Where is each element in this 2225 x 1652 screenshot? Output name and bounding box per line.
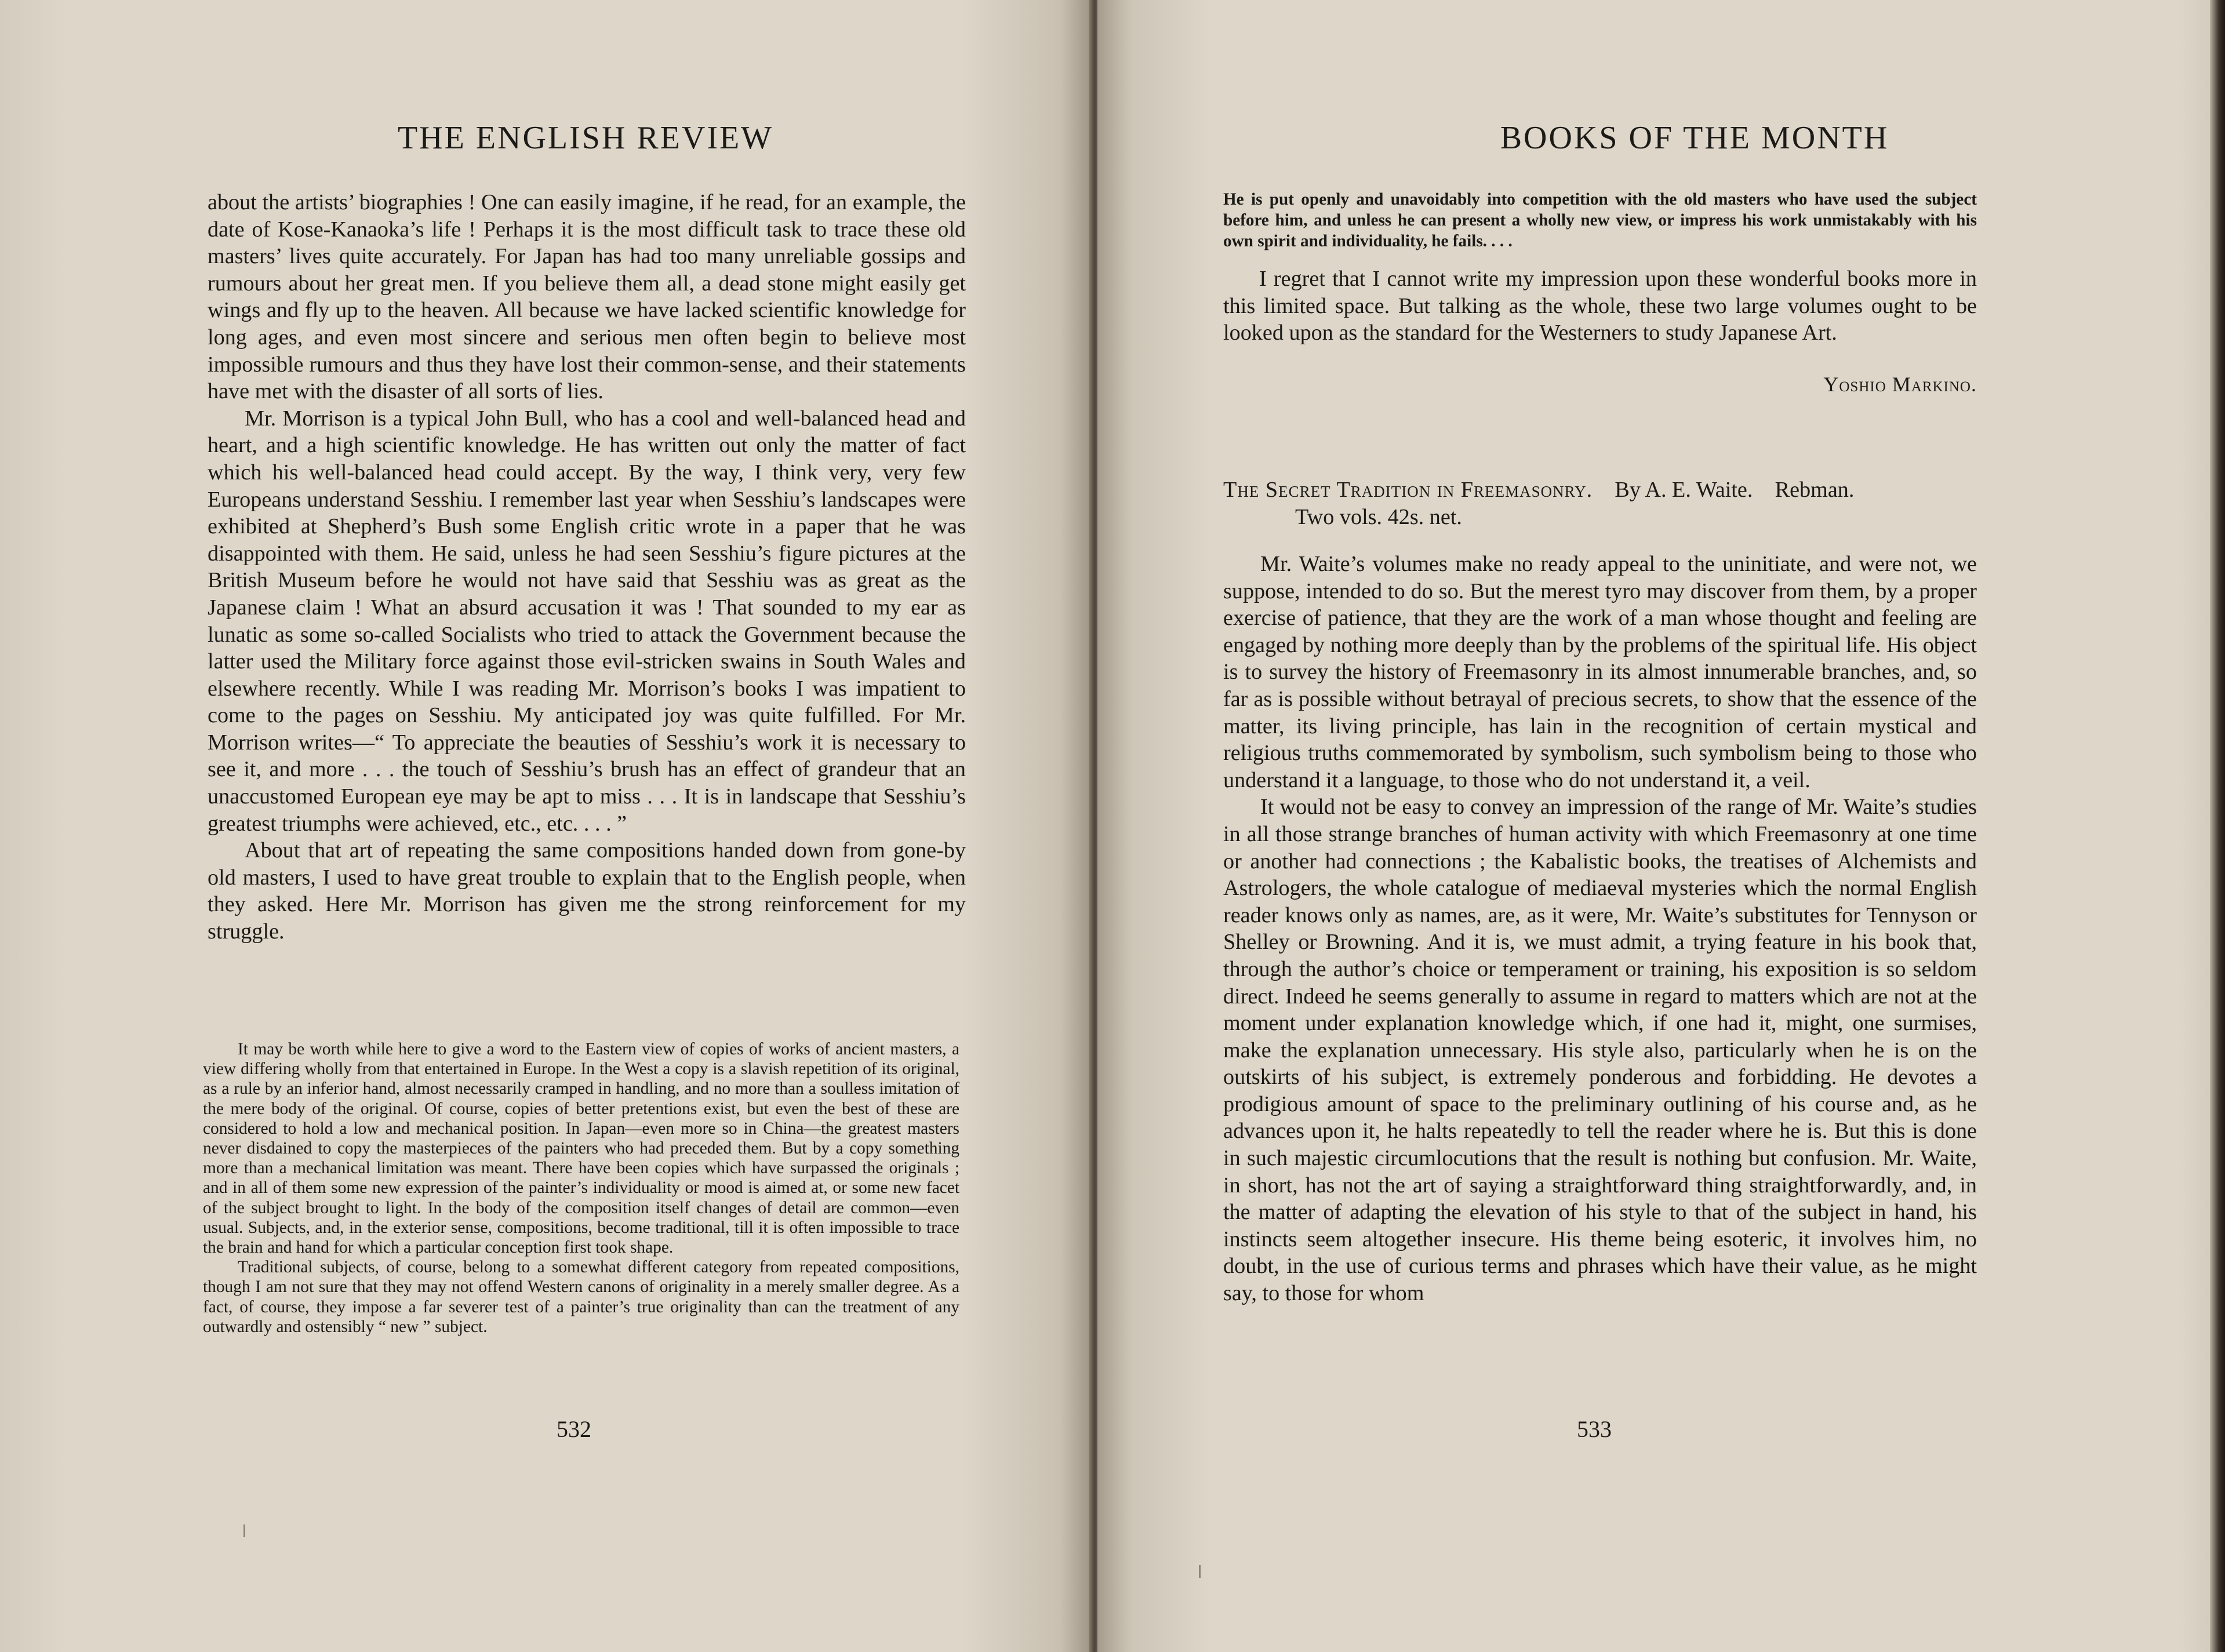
- closing-paragraph: [1223, 265, 1977, 347]
- right-paragraph: Mr. Waite’s volumes make no ready appeal to the uninitiate, and were not, we suppose, intended to do so. But the merest tyro may discover from them, by a proper exercise of patience, that they are the work of a man whose thought and feeling are engaged by nothing more deeply than by the problems of the spiritual life. His object is to survey the history of Freemasonry in its almost innumerable branches, and, so far as is possible without betrayal of precious secrets, to show that the essence of the matter, its living principle, has lain in the recognition of certain mystical and religious truths commemorated by symbolism, such symbolism being to those who understand it a language, to those who do not understand it, a veil.: [1223, 552, 1977, 792]
- page-edge: [2210, 0, 2225, 1652]
- page-number-right: 533: [1577, 1416, 1612, 1442]
- quoted-extract-paragraph: Traditional subjects, of course, belong to a somewhat different category from repeated compositions, though I am not sure that they may not offend Western canons of originality in a merely smaller degree. As a fact, of course, they impose a far severer test of a painter’s true originality than can the treatment of any outwardly and ostensibly “ new ” subject.: [203, 1258, 959, 1336]
- left-paragraph: about the artists’ biographies ! One can easily imagine, if he read, for an example, the date of Kose-Kanaoka’s life ! Perhaps it is the most difficult task to trace these old masters’ lives quite accurately. For Japan has had too many unreliable gossips and rumours about her great men. If you believe them all, a dead stone might easily get wings and fly up to the heaven. All because we have lacked scientific knowledge for long ages, and even most sincere and serious men often begin to believe most impossible rumours and thus they have lost their common-sense, and their statements have met with the disaster of all sorts of lies.: [208, 190, 966, 404]
- closing-paragraph-text: I regret that I cannot write my impression upon these wonderful books more in this limited space. But talking as the whole, these two large volumes ought to be looked upon as the standard for the Westerners to study Japanese Art.: [1223, 267, 1977, 345]
- page-number-left: 532: [557, 1416, 591, 1442]
- review-author: By A. E. Waite.: [1615, 478, 1753, 502]
- quoted-passage: [1223, 189, 1977, 252]
- left-paragraph: About that art of repeating the same compositions handed down from gone-by old masters, I used to have great trouble to explain that to the English people, when they asked. Here Mr. Morrison has given me the strong reinforcement for my struggle.: [208, 838, 966, 944]
- left-page: [0, 0, 1093, 1652]
- running-head-right: BOOKS OF THE MONTH: [1500, 120, 1889, 156]
- review-title: The Secret Tradition in Freemasonry.: [1223, 478, 1593, 502]
- author-signature: Yoshio Markino.: [1823, 373, 1977, 396]
- right-body-text: [1223, 551, 1977, 1307]
- left-body-text: [208, 189, 966, 945]
- left-paragraph: Mr. Morrison is a typical John Bull, who has a cool and well-balanced head and heart, and a high scientific knowledge. He has written out only the matter of fact which his well-balanced head could accept. By the way, I think very, very few Europeans understand Sesshiu. I remember last year when Sesshiu’s landscapes were exhibited at Shepherd’s Bush some English critic wrote in a paper that he was disappointed with them. He said, unless he had seen Sesshiu’s figure pictures at the British Museum before he would not have said that Sesshiu was as great as the Japanese claim ! What an absurd accusation it was ! That sounded to my ear as lunatic as some so-called Socialists who tried to attack the Government because the latter used the Military force against those evil-stricken swains in South Wales and elsewhere recently. While I was reading Mr. Morrison’s books I was impatient to come to the pages on Sesshiu. My anticipated joy was quite fulfilled. For Mr. Morrison writes—“ To appreciate the beauties of Sesshiu’s work it is necessary to see it, and more . . . the touch of Sesshiu’s brush has an effect of grandeur that an unaccustomed European eye may be apt to miss . . . It is in landscape that Sesshiu’s greatest triumphs were achieved, etc., etc. . . . ”: [208, 406, 966, 836]
- running-head-left: THE ENGLISH REVIEW: [397, 120, 774, 156]
- quoted-passage-text: He is put openly and unavoidably into competition with the old masters who have used the subject before him, and unless he can present a wholly new view, or impress his work unmistakably with his own spirit and individuality, he fails. . . .: [1223, 190, 1977, 250]
- right-paragraph: It would not be easy to convey an impression of the range of Mr. Waite’s studies in all those strange branches of human activity with which Freemasonry at one time or another had connections ; the Kabalistic books, the treatises of Alchemists and Astrologers, the whole catalogue of mediaeval mysteries which the normal English reader knows only as names, are, as it were, Mr. Waite’s substitutes for Tennyson or Shelley or Browning. And it is, we must admit, a trying feature in his book that, through the author’s choice or temperament or training, his exposition is so seldom direct. Indeed he seems generally to assume in regard to matters which are not at the moment under explanation knowledge which, if one had it, might, one surmises, make the explanation unnecessary. His style also, particularly when he is on the outskirts of his subject, is extremely ponderous and forbidding. He devotes a prodigious amount of space to the preliminary outlining of his course and, as he advances upon it, he halts repeatedly to tell the reader where he is. But this is done in such majestic circumlocutions that the result is nothing but confusion. Mr. Waite, in short, has not the art of saying a straightforward thing straightforwardly, and, in the matter of adapting the elevation of his style to that of the subject in hand, his instincts seem altogether insecure. His theme being esoteric, it involves him, no doubt, in the use of curious terms and phrases which have their value, as he might say, to those for whom: [1223, 795, 1977, 1306]
- review-publisher: Rebman.: [1775, 478, 1855, 502]
- quoted-extract-paragraph: It may be worth while here to give a word to the Eastern view of copies of works of ancient masters, a view differing wholly from that entertained in Europe. In the West a copy is a slavish repetition of its original, as a rule by an inferior hand, almost necessarily cramped in handling, and no more than a soulless imitation of the mere body of the original. Of course, copies of better pretentions exist, but even the best of these are considered to hold a low and mechanical position. In Japan—even more so in China—the greatest masters never disdained to copy the masterpieces of the painters who had preceded them. But by a copy something more than a mechanical limitation was meant. There have been copies which have surpassed the originals ; and in all of them some new expression of the painter’s individuality or mood is aimed at, or some new facet of the subject brought to light. In the body of the composition itself changes of detail are common—even usual. Subjects, and, in the exterior sense, compositions, become traditional, till it is often impossible to trace the brain and hand for which a particular conception first took shape.: [203, 1040, 959, 1257]
- review-heading: [1223, 476, 1977, 530]
- review-details: Two vols. 42s. net.: [1295, 504, 1462, 529]
- left-quoted-extract: [203, 1039, 959, 1337]
- paper-mark: [1199, 1565, 1201, 1578]
- paper-mark: [243, 1524, 245, 1537]
- right-page: [1097, 0, 2225, 1652]
